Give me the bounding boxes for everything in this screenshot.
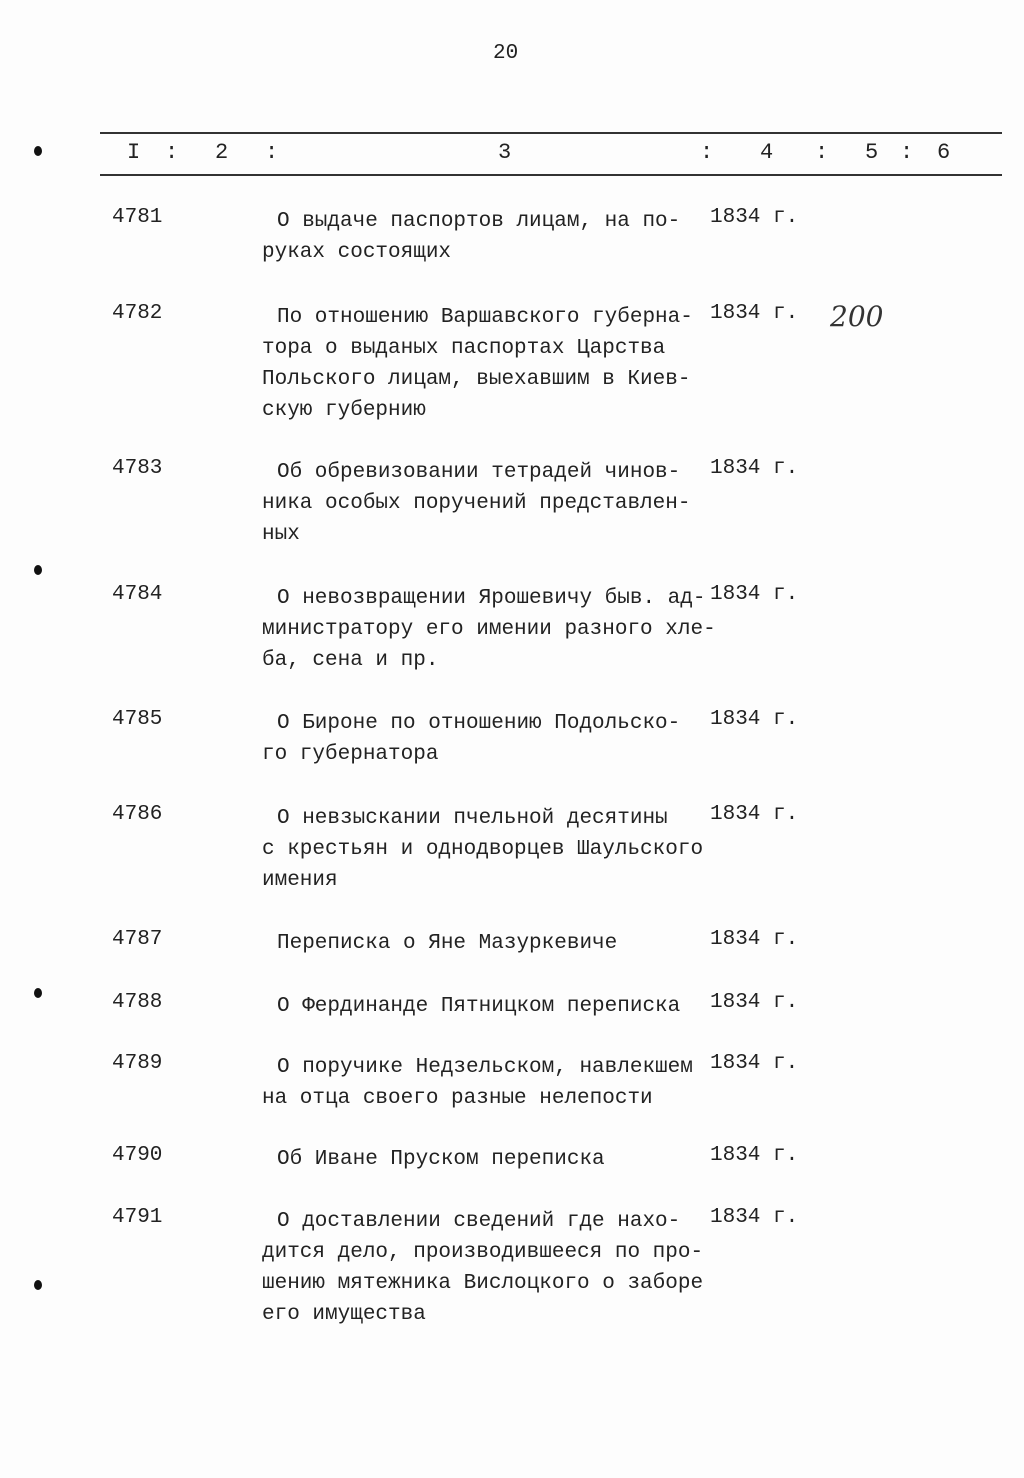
entry-description bbox=[262, 803, 703, 896]
description-line: ных bbox=[262, 523, 300, 546]
description-line: Об Иване Пруском переписка bbox=[277, 1148, 605, 1171]
entry-description bbox=[262, 708, 680, 770]
description-line: О доставлении сведений где нахо- bbox=[277, 1210, 681, 1233]
description-line: го губернатора bbox=[262, 743, 439, 766]
entry-number: 4791 bbox=[112, 1206, 163, 1229]
description-line: О поручике Недзельском, навлекшем bbox=[277, 1056, 693, 1079]
description-line: По отношению Варшавского губерна- bbox=[277, 306, 693, 329]
entry-number: 4789 bbox=[112, 1052, 163, 1075]
column-header: I bbox=[127, 140, 141, 165]
entry-year: 1834 г. bbox=[710, 1206, 799, 1229]
entry-year: 1834 г. bbox=[710, 302, 799, 325]
entry-description bbox=[262, 1144, 605, 1175]
description-line: скую губернию bbox=[262, 399, 426, 422]
entry-year: 1834 г. bbox=[710, 1052, 799, 1075]
entry-number: 4781 bbox=[112, 206, 163, 229]
description-line: Переписка о Яне Мазуркевиче bbox=[277, 932, 618, 955]
description-line: Об обревизовании тетрадей чинов- bbox=[277, 461, 681, 484]
entry-number: 4782 bbox=[112, 302, 163, 325]
entry-number: 4786 bbox=[112, 803, 163, 826]
column-header: 4 bbox=[760, 140, 774, 165]
entry-number: 4783 bbox=[112, 457, 163, 480]
description-line: ба, сена и пр. bbox=[262, 649, 439, 672]
punch-hole bbox=[34, 988, 42, 998]
column-header: 5 bbox=[865, 140, 879, 165]
column-separator: : bbox=[165, 140, 179, 165]
entry-year: 1834 г. bbox=[710, 583, 799, 606]
description-line: его имущества bbox=[262, 1303, 426, 1326]
entry-number: 4787 bbox=[112, 928, 163, 951]
description-line: О невозвращении Ярошевичу быв. ад- bbox=[277, 587, 706, 610]
description-line: О выдаче паспортов лицам, на по- bbox=[277, 210, 681, 233]
entry-description bbox=[262, 928, 617, 959]
entry-description bbox=[262, 991, 680, 1022]
entry-description bbox=[262, 1052, 693, 1114]
column-separator: : bbox=[700, 140, 714, 165]
column-header: 2 bbox=[215, 140, 229, 165]
column-separator: : bbox=[815, 140, 829, 165]
description-line: О невзыскании пчельной десятины bbox=[277, 807, 668, 830]
entry-number: 4790 bbox=[112, 1144, 163, 1167]
entry-number: 4784 bbox=[112, 583, 163, 606]
description-line: имения bbox=[262, 869, 338, 892]
description-line: О Фердинанде Пятницком переписка bbox=[277, 995, 681, 1018]
header-bottom-rule bbox=[100, 174, 1002, 176]
entry-year: 1834 г. bbox=[710, 928, 799, 951]
entry-year: 1834 г. bbox=[710, 206, 799, 229]
header-top-rule bbox=[100, 132, 1002, 134]
punch-hole bbox=[34, 1280, 42, 1290]
entry-description bbox=[262, 206, 680, 268]
column-header: 3 bbox=[498, 140, 512, 165]
description-line: О Бироне по отношению Подольско- bbox=[277, 712, 681, 735]
entry-year: 1834 г. bbox=[710, 803, 799, 826]
description-line: тора о выданых паспортах Царства bbox=[262, 337, 666, 360]
description-line: на отца своего разные нелепости bbox=[262, 1087, 653, 1110]
handwritten-note: 200 bbox=[830, 300, 884, 333]
entry-description bbox=[262, 457, 690, 550]
entry-year: 1834 г. bbox=[710, 708, 799, 731]
entry-description bbox=[262, 302, 693, 426]
entry-year: 1834 г. bbox=[710, 1144, 799, 1167]
column-header: 6 bbox=[937, 140, 951, 165]
column-separator: : bbox=[900, 140, 914, 165]
description-line: министратору его имении разного хле- bbox=[262, 618, 716, 641]
description-line: Польского лицам, выехавшим в Киев- bbox=[262, 368, 691, 391]
description-line: ника особых поручений представлен- bbox=[262, 492, 691, 515]
column-separator: : bbox=[265, 140, 279, 165]
entry-number: 4785 bbox=[112, 708, 163, 731]
punch-hole bbox=[34, 565, 42, 575]
entry-description bbox=[262, 1206, 703, 1330]
description-line: шению мятежника Вислоцкого о заборе bbox=[262, 1272, 704, 1295]
page-number: 20 bbox=[493, 42, 519, 65]
entry-year: 1834 г. bbox=[710, 457, 799, 480]
entry-year: 1834 г. bbox=[710, 991, 799, 1014]
entry-description bbox=[262, 583, 716, 676]
punch-hole bbox=[34, 146, 42, 156]
description-line: дится дело, производившееся по про- bbox=[262, 1241, 704, 1264]
description-line: руках состоящих bbox=[262, 241, 452, 264]
description-line: с крестьян и однодворцев Шаульского bbox=[262, 838, 704, 861]
entry-number: 4788 bbox=[112, 991, 163, 1014]
